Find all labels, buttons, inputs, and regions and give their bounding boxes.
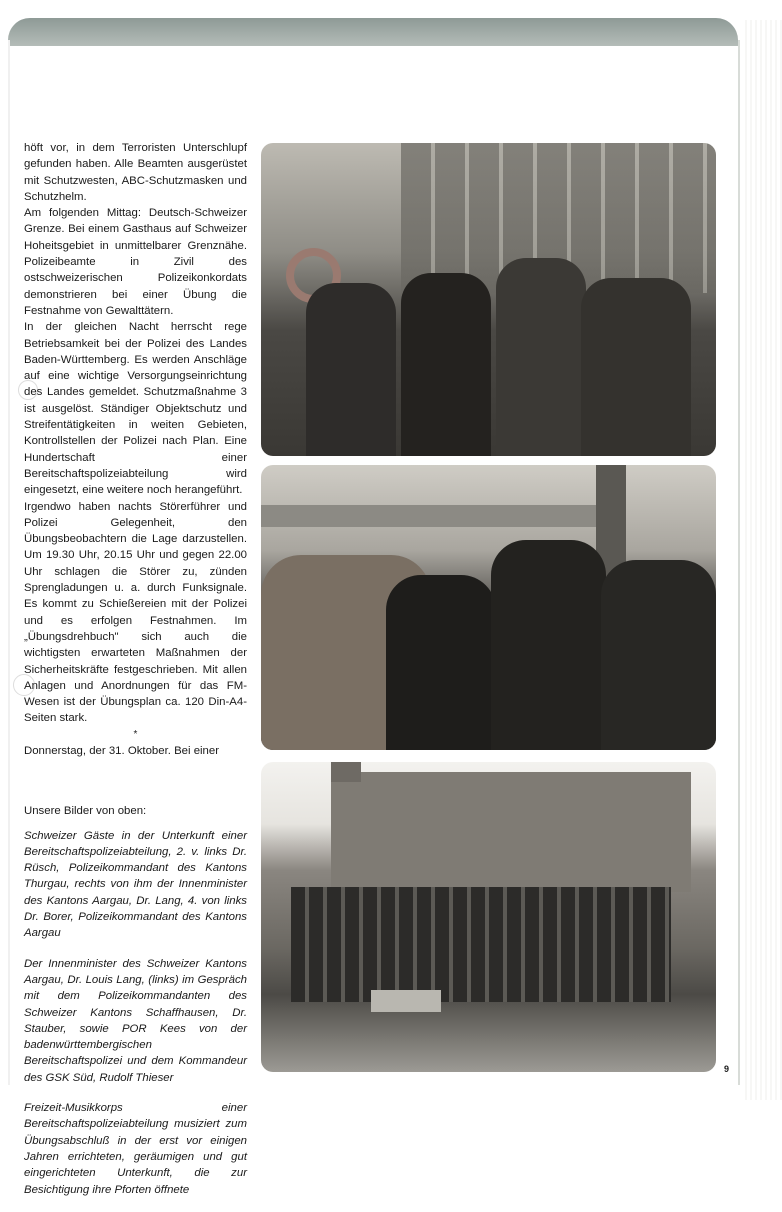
paragraph: In der gleichen Nacht herrscht rege Betriebsamkeit bei der Polizei des Landes Baden-Württemberg. Es werden Anschläge auf eine wichtige Versorgungseinrichtung des Landes gemeldet. Schutzmaßnahme 3 ist ausgelöst. Ständiger Objektschutz und Streifentätigkeiten in weiten Gebieten, Kontrollstellen der Polizei nach Plan. Eine Hundertschaft einer Bereitschaftspolizeiabteilung wird eingesetzt, eine weitere noch herangeführt. bbox=[24, 321, 247, 497]
caption-1: Schweizer Gäste in der Unterkunft einer Bereitschaftspolizeiabteilung, 2. v. links Dr. Rüsch, Polizeikommandant des Kantons Thurgau, rechts von ihm der Innenminister des Kantons Aargau, Dr. Lang, 4. von links Dr. Borer, Polizeikommandant des Kantons Aargau bbox=[24, 829, 247, 940]
text-column bbox=[24, 140, 247, 1212]
paragraph: Am folgenden Mittag: Deutsch-Schweizer Grenze. Bei einem Gasthaus auf Schweizer Hoheitsgebiet in unmittelbarer Grenznähe. Polizeibeamte in Zivil des ostschweizerischen Polizeikonkordats demonstrieren bei einer Übung die Festnahme von Gewalttätern. bbox=[24, 207, 247, 317]
scan-edge bbox=[742, 20, 782, 1100]
photo-captions bbox=[24, 803, 247, 1212]
paragraph: Donnerstag, der 31. Oktober. Bei einer bbox=[24, 744, 220, 757]
photo-music-corps bbox=[261, 762, 716, 1072]
separator: * bbox=[133, 728, 138, 740]
caption-3: Freizeit-Musikkorps einer Bereitschaftspolizeiabteilung musiziert zum Übungsabschluß in der erst vor einigen Jahren errichteten, geräumigen und gut eingerichteten Unterkunft, die zur Besichtigung ihre Pforten öffnete bbox=[24, 1102, 247, 1196]
paragraph: Irgendwo haben nachts Störerführer und Polizei Gelegenheit, den Übungsbeobachtern die Lage darzustellen. Um 19.30 Uhr, 20.15 Uhr und gegen 22.00 Uhr schlagen die Störer zu, zünden Sprengladungen u. a. durch Funksignale. Es kommt zu Schießereien mit der Polizei und es erfolgen Festnahmen. Im „Übungsdrehbuch" sich auch die wichtigsten erwarteten Maßnahmen der Sicherheitskräfte festgeschrieben. Mit allen Anlagen und Anordnungen für das FM-Wesen ist der Übungsplan ca. 120 Din-A4-Seiten stark. bbox=[24, 500, 247, 725]
photo-conversation bbox=[261, 465, 716, 750]
paragraph: höft vor, in dem Terroristen Unterschlupf gefunden haben. Alle Beamten ausgerüstet mit Schutzwesten, ABC-Schutzmasken und Schutzhelm. bbox=[24, 142, 247, 203]
photo-swiss-guests bbox=[261, 143, 716, 456]
page-number: 9 bbox=[724, 1064, 730, 1074]
captions-heading: Unsere Bilder von oben: bbox=[24, 805, 147, 818]
caption-2: Der Innenminister des Schweizer Kantons Aargau, Dr. Louis Lang, (links) im Gespräch mit dem Polizeikommandanten des Schweizer Kantons Schaffhausen, Dr. Stauber, sowie POR Kees von der badenwürttembergischen Bereitschaftspolizei und dem Kommandeur des GSK Süd, Rudolf Thieser bbox=[24, 957, 247, 1084]
article-body bbox=[24, 140, 247, 759]
